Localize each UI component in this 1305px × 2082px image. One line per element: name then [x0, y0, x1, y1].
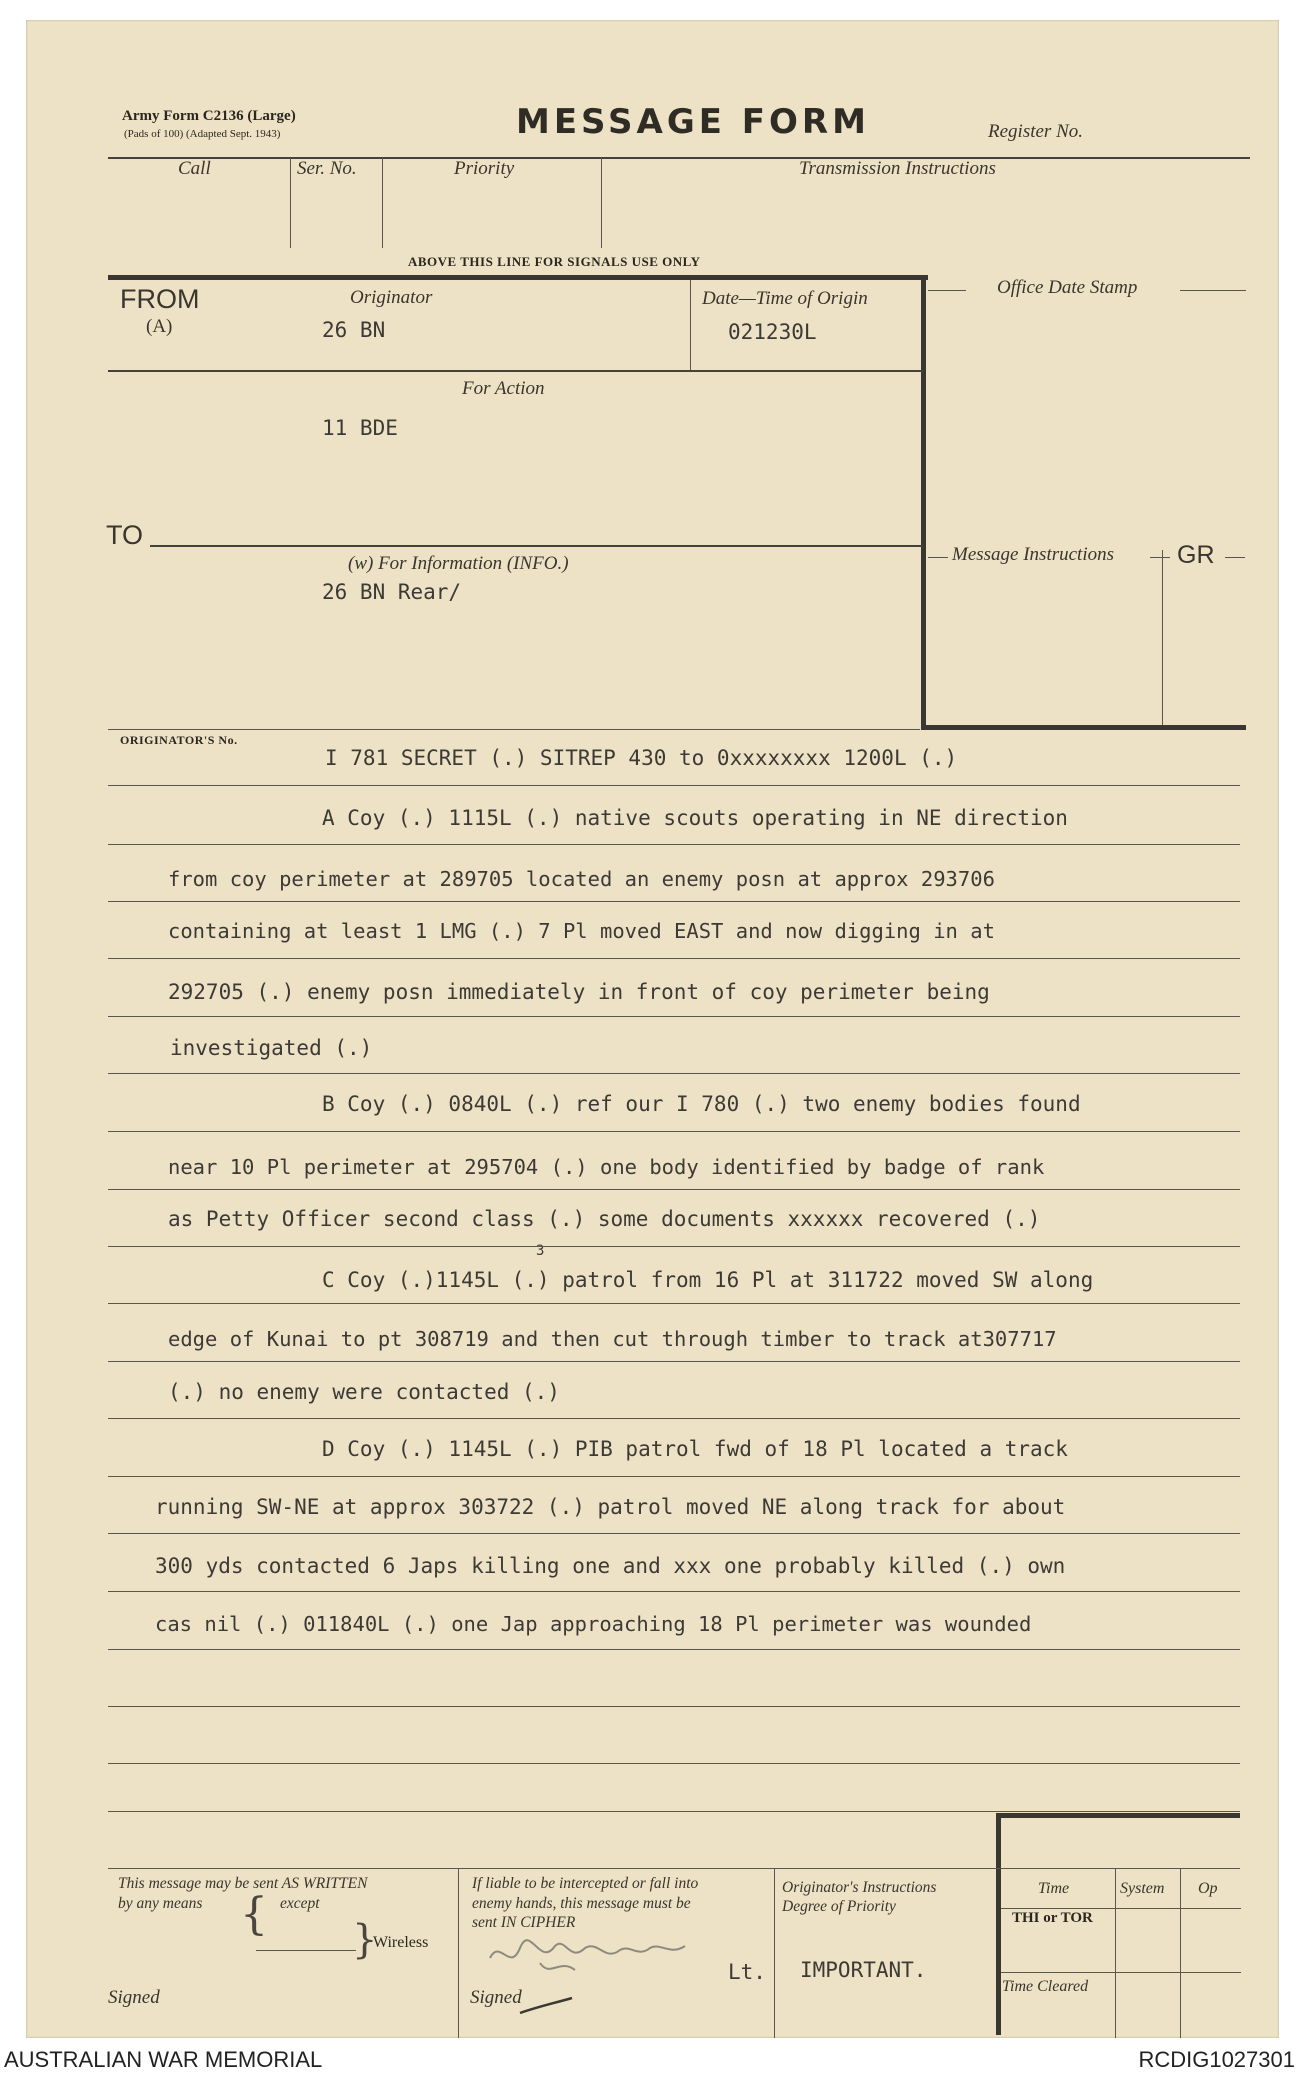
as-written-note: This message may be sent AS WRITTEN	[118, 1875, 368, 1892]
time-cleared-label: Time Cleared	[1002, 1978, 1089, 1995]
time-box-top-rule	[998, 1813, 1240, 1818]
divider	[1150, 557, 1170, 558]
ruled-line	[108, 1649, 1240, 1650]
message-line: cas nil (.) 011840L (.) one Jap approaching 18 Pl perimeter was wounded	[155, 1612, 1032, 1636]
for-action-label: For Action	[462, 378, 545, 399]
body-top-rule	[108, 729, 920, 730]
ruled-line	[108, 1189, 1240, 1190]
time-label: Time	[1038, 1880, 1070, 1897]
cipher-note-1: If liable to be intercepted or fall into	[472, 1875, 699, 1892]
message-line: containing at least 1 LMG (.) 7 Pl moved EAST and now digging in at	[168, 919, 995, 943]
form-title: MESSAGE FORM	[516, 102, 870, 142]
box-right-rule	[921, 275, 926, 730]
priority-label: Priority	[454, 158, 515, 179]
message-line: near 10 Pl perimeter at 295704 (.) one body identified by badge of rank	[168, 1155, 1045, 1179]
header-rule	[108, 157, 1250, 159]
by-any-means-note: by any means	[118, 1895, 203, 1912]
divider	[690, 280, 691, 370]
ruled-line	[108, 1811, 1240, 1812]
ruled-line	[108, 785, 1240, 786]
ruled-line	[108, 1706, 1240, 1707]
signals-use-note: ABOVE THIS LINE FOR SIGNALS USE ONLY	[408, 254, 701, 269]
message-line: C Coy (.)1145L (.) patrol from 16 Pl at 311722 moved SW along	[322, 1268, 1094, 1292]
divider	[1225, 557, 1245, 558]
system-label: System	[1120, 1880, 1165, 1897]
divider	[1162, 550, 1163, 725]
signed-mid-label: Signed	[470, 1987, 522, 2008]
thi-tor-label: THI or TOR	[1012, 1910, 1093, 1926]
register-no-label: Register No.	[988, 121, 1083, 142]
divider	[928, 290, 966, 291]
call-label: Call	[178, 158, 211, 179]
archive-id: RCDIG1027301	[1138, 2047, 1295, 2072]
message-line: from coy perimeter at 289705 located an enemy posn at approx 293706	[168, 867, 995, 891]
archive-credit: AUSTRALIAN WAR MEMORIAL	[4, 2047, 323, 2072]
ruled-line	[108, 1533, 1240, 1534]
except-blank-line	[256, 1950, 356, 1951]
divider	[1180, 290, 1246, 291]
form-subtitle: (Pads of 100) (Adapted Sept. 1943)	[124, 128, 281, 140]
for-action-value: 11 BDE	[322, 416, 398, 440]
divider	[1180, 1868, 1181, 2038]
cipher-note-3: sent IN CIPHER	[472, 1914, 576, 1931]
divider	[1115, 1868, 1116, 2038]
right-brace: }	[352, 1917, 378, 1963]
divider	[601, 158, 602, 248]
ruled-line	[108, 1131, 1240, 1132]
divider	[458, 1868, 459, 2038]
message-instructions-label: Message Instructions	[952, 544, 1115, 565]
message-line: I 781 SECRET (.) SITREP 430 to 0xxxxxxxx 1200L (.)	[325, 746, 958, 770]
stamp-box-bottom-rule	[921, 725, 1246, 730]
message-line: (.) no enemy were contacted (.)	[168, 1380, 560, 1404]
originators-no-label: ORIGINATOR'S No.	[120, 733, 238, 747]
ruled-line	[108, 901, 1240, 902]
originators-instructions-label: Originator's Instructions	[782, 1879, 937, 1896]
divider	[774, 1868, 775, 2038]
message-line: investigated (.)	[170, 1036, 373, 1060]
info-label: (w) For Information (INFO.)	[348, 553, 569, 574]
ruled-line	[108, 1476, 1240, 1477]
except-label: except	[280, 1895, 320, 1912]
from-label: FROM	[120, 284, 200, 314]
op-label: Op	[1198, 1880, 1218, 1897]
message-line: edge of Kunai to pt 308719 and then cut through timber to track at307717	[168, 1327, 1057, 1351]
ruled-line	[108, 1016, 1240, 1017]
dto-label: Date—Time of Origin	[702, 288, 868, 309]
to-label: TO	[106, 520, 144, 550]
correction-mark: 3	[536, 1243, 545, 1259]
ruled-line	[108, 1246, 1240, 1247]
from-a-label: (A)	[146, 316, 173, 337]
form-number: Army Form C2136 (Large)	[122, 108, 296, 124]
rank-label: Lt.	[728, 1960, 766, 1984]
message-line: 292705 (.) enemy posn immediately in front of coy perimeter being	[168, 980, 990, 1004]
originator-label: Originator	[350, 287, 433, 308]
message-line: running SW-NE at approx 303722 (.) patrol moved NE along track for about	[155, 1495, 1066, 1519]
priority-value: IMPORTANT.	[800, 1958, 927, 1982]
ser-no-label: Ser. No.	[297, 158, 357, 179]
ruled-line	[108, 844, 1240, 845]
message-line: B Coy (.) 0840L (.) ref our I 780 (.) two enemy bodies found	[322, 1092, 1081, 1116]
from-bottom-rule	[108, 370, 923, 372]
message-line: 300 yds contacted 6 Japs killing one and xxx one probably killed (.) own	[155, 1554, 1066, 1578]
box-top-rule	[108, 275, 928, 280]
transmission-instructions-label: Transmission Instructions	[799, 158, 996, 179]
info-value: 26 BN Rear/	[322, 580, 462, 604]
divider	[290, 158, 291, 248]
office-date-stamp-label: Office Date Stamp	[997, 277, 1138, 298]
cipher-note-2: enemy hands, this message must be	[472, 1895, 691, 1912]
message-line: as Petty Officer second class (.) some documents xxxxxx recovered (.)	[168, 1207, 1041, 1231]
divider	[382, 158, 383, 248]
degree-of-priority-label: Degree of Priority	[782, 1898, 896, 1915]
gr-label: GR	[1177, 541, 1215, 569]
originator-value: 26 BN	[322, 318, 386, 342]
left-brace: {	[240, 1889, 268, 1940]
bottom-section-rule	[108, 1868, 1240, 1869]
ruled-line	[108, 1073, 1240, 1074]
to-line	[150, 545, 923, 547]
divider	[1001, 1972, 1241, 1973]
ruled-line	[108, 1591, 1240, 1592]
wireless-label: Wireless	[373, 1934, 429, 1951]
divider	[928, 557, 948, 558]
divider	[1001, 1908, 1241, 1909]
dto-value: 021230L	[728, 320, 817, 344]
message-line: A Coy (.) 1115L (.) native scouts operating in NE direction	[322, 806, 1068, 830]
ruled-line	[108, 1303, 1240, 1304]
handwritten-signature	[480, 1918, 760, 2028]
ruled-line	[108, 958, 1240, 959]
signed-left-label: Signed	[108, 1987, 160, 2008]
ruled-line	[108, 1418, 1240, 1419]
message-form-sheet	[26, 20, 1279, 2038]
ruled-line	[108, 1361, 1240, 1362]
ruled-line	[108, 1763, 1240, 1764]
message-line: D Coy (.) 1145L (.) PIB patrol fwd of 18 Pl located a track	[322, 1437, 1068, 1461]
time-box-left-rule	[996, 1813, 1001, 2035]
